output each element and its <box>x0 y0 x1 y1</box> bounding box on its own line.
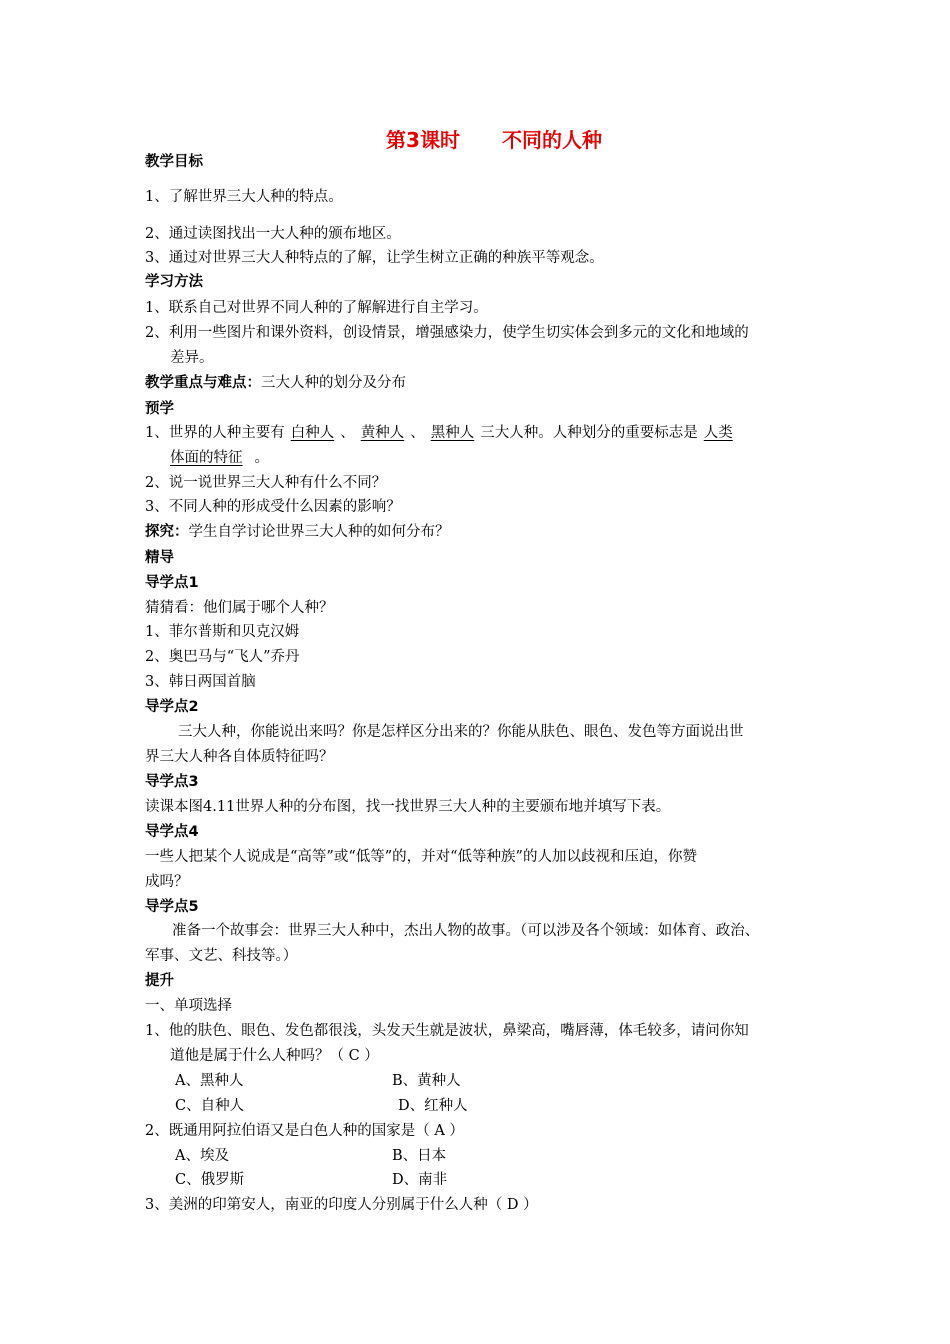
method-2-cont: 差异。 <box>170 350 214 366</box>
objective-2: 2、通过读图找出一大人种的颁布地区。 <box>145 226 401 242</box>
page-title <box>0 124 950 153</box>
title-topic: 不同的人种 <box>501 128 602 152</box>
guide-heading: 精导 <box>145 550 174 566</box>
option-c: C、自种人 <box>175 1098 245 1114</box>
answer-blank-white: 白种人 <box>290 425 335 441</box>
objectives-heading: 教学目标 <box>145 154 203 170</box>
preview-q1-mid: 三大人种。人种划分的重要标志是 <box>480 425 698 441</box>
option-c: C、俄罗斯 <box>175 1172 245 1188</box>
keypoints <box>145 374 406 392</box>
option-a: A、黑种人 <box>175 1073 244 1089</box>
explore <box>145 523 450 541</box>
question-1-options-row <box>175 1097 575 1115</box>
guide-point-4-line: 一些人把某个人说成是“高等”或“低等”的，并对“低等种族”的人加以歧视和压迫，你赞 <box>145 849 697 865</box>
improve-section: 一、单项选择 <box>145 998 232 1014</box>
preview-q1-cont <box>170 449 269 467</box>
answer-blank-black: 黑种人 <box>430 425 475 441</box>
guide-point-1-line: 1、菲尔普斯和贝克汉姆 <box>145 624 300 640</box>
guide-point-1-line: 2、奥巴马与“飞人”乔丹 <box>145 649 300 665</box>
separator: 、 <box>410 425 425 441</box>
preview-q1 <box>145 424 739 442</box>
answer-blank-yellow: 黄种人 <box>360 425 405 441</box>
question-1-line: 道他是属于什么人种吗？（ C ） <box>170 1048 379 1064</box>
explore-text: 学生自学讨论世界三大人种的如何分布？ <box>188 524 450 540</box>
improve-heading: 提升 <box>145 973 174 989</box>
preview-heading: 预学 <box>145 401 174 417</box>
question-2-options-row <box>175 1147 575 1165</box>
keypoints-heading: 教学重点与难点： <box>145 375 261 391</box>
guide-point-5-line: 军事、文艺、科技等。） <box>145 948 298 964</box>
keypoints-text: 三大人种的划分及分布 <box>261 375 406 391</box>
question-2-line: 2、既通用阿拉伯语又是白色人种的国家是（ A ） <box>145 1123 464 1139</box>
option-d: D、南非 <box>392 1172 448 1188</box>
preview-q2: 2、说一说世界三大人种有什么不同？ <box>145 475 387 491</box>
guide-point-3-line: 读课本图4.11世界人种的分布图，找一找世界三大人种的主要颁布地并填写下表。 <box>145 799 671 815</box>
answer-blank-feature-b: 体面的特征 <box>170 450 243 466</box>
option-b: B、黄种人 <box>392 1073 461 1089</box>
guide-point-1-heading: 导学点1 <box>145 575 199 591</box>
preview-q1-prefix: 1、世界的人种主要有 <box>145 425 285 441</box>
explore-heading: 探究： <box>145 524 189 540</box>
title-lesson: 第3课时 <box>386 128 460 152</box>
objective-1: 1、了解世界三大人种的特点。 <box>145 189 343 205</box>
guide-point-5-heading: 导学点5 <box>145 899 199 915</box>
guide-point-3-heading: 导学点3 <box>145 774 199 790</box>
guide-point-1-line: 3、韩日两国首脑 <box>145 674 256 690</box>
objective-3: 3、通过对世界三大人种特点的了解，让学生树立正确的种族平等观念。 <box>145 250 604 266</box>
guide-point-1-line: 猜猜看：他们属于哪个人种？ <box>145 600 334 616</box>
option-d: D、红种人 <box>398 1098 468 1114</box>
method-2: 2、利用一些图片和课外资料，创设情景，增强感染力，使学生切实体会到多元的文化和地域的 <box>145 325 749 341</box>
preview-q3: 3、不同人种的形成受什么因素的影响？ <box>145 499 401 515</box>
option-b: B、日本 <box>392 1148 447 1164</box>
question-3-line: 3、美洲的印第安人，南亚的印度人分别属于什么人种（ D ） <box>145 1197 538 1213</box>
guide-point-4-line: 成吗？ <box>145 874 189 890</box>
guide-point-4-heading: 导学点4 <box>145 824 199 840</box>
methods-heading: 学习方法 <box>145 274 203 290</box>
answer-blank-feature-a: 人类 <box>703 425 733 441</box>
option-a: A、埃及 <box>175 1148 229 1164</box>
guide-point-2-heading: 导学点2 <box>145 699 199 715</box>
question-1-line: 1、他的肤色、眼色、发色都很浅，头发天生就是波状，鼻梁高，嘴唇薄，体毛较多，请问你知 <box>145 1023 749 1039</box>
guide-point-2-line: 界三大人种各自体质特征吗？ <box>145 749 334 765</box>
guide-point-2-line: 三大人种，你能说出来吗？你是怎样区分出来的？你能从肤色、眼色、发色等方面说出世 <box>178 724 744 740</box>
period: 。 <box>254 450 269 466</box>
question-1-options-row <box>175 1072 575 1090</box>
method-1: 1、联系自己对世界不同人种的了解解进行自主学习。 <box>145 300 488 316</box>
separator: 、 <box>340 425 355 441</box>
question-2-options-row <box>175 1171 575 1189</box>
guide-point-5-line: 准备一个故事会：世界三大人种中，杰出人物的故事。（可以涉及各个领域：如体育、政治、 <box>172 923 760 939</box>
